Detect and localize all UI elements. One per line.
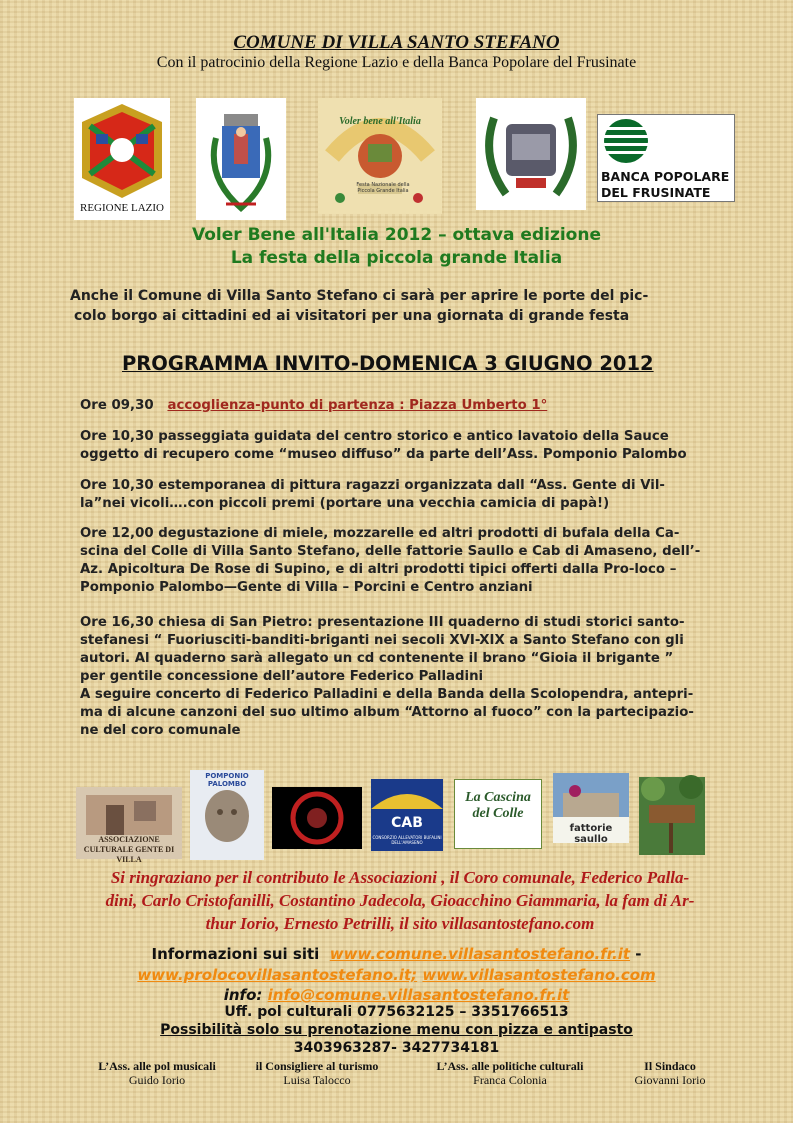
thanks-line: Si ringraziano per il contributo le Associazioni , il Coro comunale, Federico Palla- bbox=[110, 868, 690, 887]
banca-popolare-del-frusinate-logo bbox=[597, 114, 735, 202]
event-line: scina del Colle di Villa Santo Stefano, delle fattorie Saullo e Cab di Amaseno, dell’- bbox=[80, 544, 701, 559]
signature-name: Luisa Talocco bbox=[283, 1073, 351, 1087]
event-subtitle: La festa della piccola grande Italia bbox=[230, 248, 563, 268]
gente-di-villa-logo bbox=[76, 787, 182, 864]
cab-label: CAB bbox=[391, 815, 423, 831]
programme-item bbox=[80, 477, 760, 513]
signature-block bbox=[232, 1059, 402, 1087]
event-line: oggetto di recupero come “museo diffuso” da parte dell’Ass. Pomponio Palombo bbox=[80, 447, 687, 462]
event-line: ne del coro comunale bbox=[80, 723, 241, 738]
signature-role: L’Ass. alle politiche culturali bbox=[436, 1059, 584, 1073]
signature-block bbox=[610, 1059, 730, 1087]
thanks-line: thur Iorio, Ernesto Petrilli, il sito villasantostefano.com bbox=[205, 914, 595, 933]
signature-block bbox=[72, 1059, 242, 1087]
forest-sign-photo bbox=[639, 777, 705, 855]
cascina-del-colle-logo bbox=[454, 779, 542, 849]
email-label: info: bbox=[223, 986, 263, 1004]
intro-line: Anche il Comune di Villa Santo Stefano ci sarà per aprire le porte del pic- bbox=[70, 288, 649, 304]
cab-subtitle: CONSORZIO ALLEVATORI BUFALINI DELL'AMASENO bbox=[372, 835, 442, 845]
event-line: ma di alcune canzoni del suo ultimo album “Attorno al fuoco” con la partecipazio- bbox=[80, 705, 694, 720]
banca-label-line2: DEL FRUSINATE bbox=[601, 185, 711, 200]
patronage-line: Con il patrocinio della Regione Lazio e della Banca Popolare del Frusinate bbox=[156, 54, 637, 71]
pomponio-palombo-logo bbox=[190, 770, 264, 860]
saullo-label: fattorie saullo bbox=[569, 823, 613, 845]
event-line: Ore 12,00 degustazione di miele, mozzarelle ed altri prodotti di bufala della Ca- bbox=[80, 526, 680, 541]
info-email-line bbox=[0, 986, 793, 1004]
intro-paragraph bbox=[70, 286, 740, 326]
signature-role: Il Sindaco bbox=[644, 1059, 696, 1073]
info-label: Informazioni sui siti bbox=[151, 945, 320, 963]
event-time: Ore 09,30 bbox=[80, 398, 154, 413]
acknowledgements bbox=[80, 866, 720, 935]
comune-site-link[interactable]: www.comune.villasantostefano.fr.it bbox=[329, 945, 631, 963]
meeting-point-link[interactable]: accoglienza-punto di partenza : Piazza Umberto 1° bbox=[167, 398, 548, 413]
booking-phones: 3403963287- 3427734181 bbox=[293, 1040, 500, 1056]
cab-consorzio-logo bbox=[371, 779, 443, 851]
info-sites-line-2 bbox=[0, 966, 793, 984]
regione-lazio-logo bbox=[74, 98, 170, 220]
programme-item bbox=[80, 428, 760, 464]
event-line: autori. Al quaderno sarà allegato un cd contenente il brano “Gioia il brigante ” bbox=[80, 651, 674, 666]
event-line: Ore 16,30 chiesa di San Pietro: presentazione III quaderno di studi storici santo- bbox=[80, 615, 685, 630]
event-line: Az. Apicoltura De Rose di Supino, e di altri prodotti tipici offerti dalla Pro-loco – bbox=[80, 562, 677, 577]
voler-bene-small-text: Festa Nazionale della Piccola Grande Italia bbox=[356, 182, 410, 194]
regione-lazio-label: REGIONE LAZIO bbox=[79, 202, 164, 214]
programme-item bbox=[80, 397, 760, 415]
thanks-line: dini, Carlo Cristofanilli, Costantino Jadecola, Gioacchino Giammaria, la fam di Ar- bbox=[105, 891, 695, 910]
email-link[interactable]: info@comune.villasantostefano.fr.it bbox=[267, 986, 570, 1004]
programme-title: PROGRAMMA INVITO-DOMENICA 3 GIUGNO 2012 bbox=[122, 352, 654, 375]
event-line: stefanesi “ Fuoriusciti-banditi-briganti nei secoli XVI-XIX a Santo Stefano con gli bbox=[80, 633, 684, 648]
villasantostefano-site-link[interactable]: www.villasantostefano.com bbox=[422, 966, 656, 984]
event-line: A seguire concerto di Federico Palladini e della Banda della Scolopendra, antepri- bbox=[80, 687, 694, 702]
page-title: COMUNE DI VILLA SANTO STEFANO bbox=[233, 32, 560, 53]
pomponio-palombo-label: POMPONIO PALOMBO bbox=[205, 772, 249, 788]
signature-name: Guido Iorio bbox=[128, 1073, 186, 1087]
intro-line: colo borgo ai cittadini ed ai visitatori per una giornata di grande festa bbox=[74, 308, 630, 324]
signature-name: Franca Colonia bbox=[473, 1073, 547, 1087]
event-line: per gentile concessione dell’autore Federico Palladini bbox=[80, 669, 484, 684]
voler-bene-all-italia-logo bbox=[318, 98, 442, 214]
proloco-site-link[interactable]: www.prolocovillasantostefano.it; bbox=[137, 966, 418, 984]
signature-role: il Consigliere al turismo bbox=[255, 1059, 379, 1073]
event-line: la”nei vicoli….con piccoli premi (portare una vecchia camicia di papà!) bbox=[80, 496, 610, 511]
event-edition-title: Voler Bene all'Italia 2012 – ottava edizione bbox=[192, 225, 601, 245]
event-line: Pomponio Palombo—Gente di Villa – Porcini e Centro anziani bbox=[80, 580, 533, 595]
programme-item bbox=[80, 525, 760, 597]
pro-loco-wreath-logo bbox=[476, 98, 586, 210]
villa-santo-stefano-coat-of-arms bbox=[196, 98, 286, 220]
signature-name: Giovanni Iorio bbox=[634, 1073, 706, 1087]
banca-label-line1: BANCA POPOLARE bbox=[601, 169, 730, 184]
event-line: Ore 10,30 estemporanea di pittura ragazzi organizzata dall “Ass. Gente di Vil- bbox=[80, 478, 665, 493]
signature-block bbox=[412, 1059, 608, 1087]
scolopendra-band-logo bbox=[272, 787, 362, 849]
phone-line: Uff. pol culturali 0775632125 – 3351766513 bbox=[224, 1004, 569, 1020]
event-line: Ore 10,30 passeggiata guidata del centro storico e antico lavatoio della Sauce bbox=[80, 429, 669, 444]
gente-di-villa-label: ASSOCIAZIONE CULTURALE GENTE DI VILLA bbox=[83, 835, 175, 864]
cascina-label: La Cascina del Colle bbox=[465, 790, 531, 821]
booking-line: Possibilità solo su prenotazione menu con pizza e antipasto bbox=[160, 1022, 633, 1038]
voler-bene-arc-text: Voler bene all'Italia bbox=[339, 116, 421, 127]
signature-role: L’Ass. alle pol musicali bbox=[98, 1059, 216, 1073]
fattorie-saullo-logo bbox=[553, 773, 629, 843]
info-dash: - bbox=[635, 945, 642, 963]
programme-item bbox=[80, 614, 760, 740]
info-sites-line bbox=[0, 945, 793, 963]
